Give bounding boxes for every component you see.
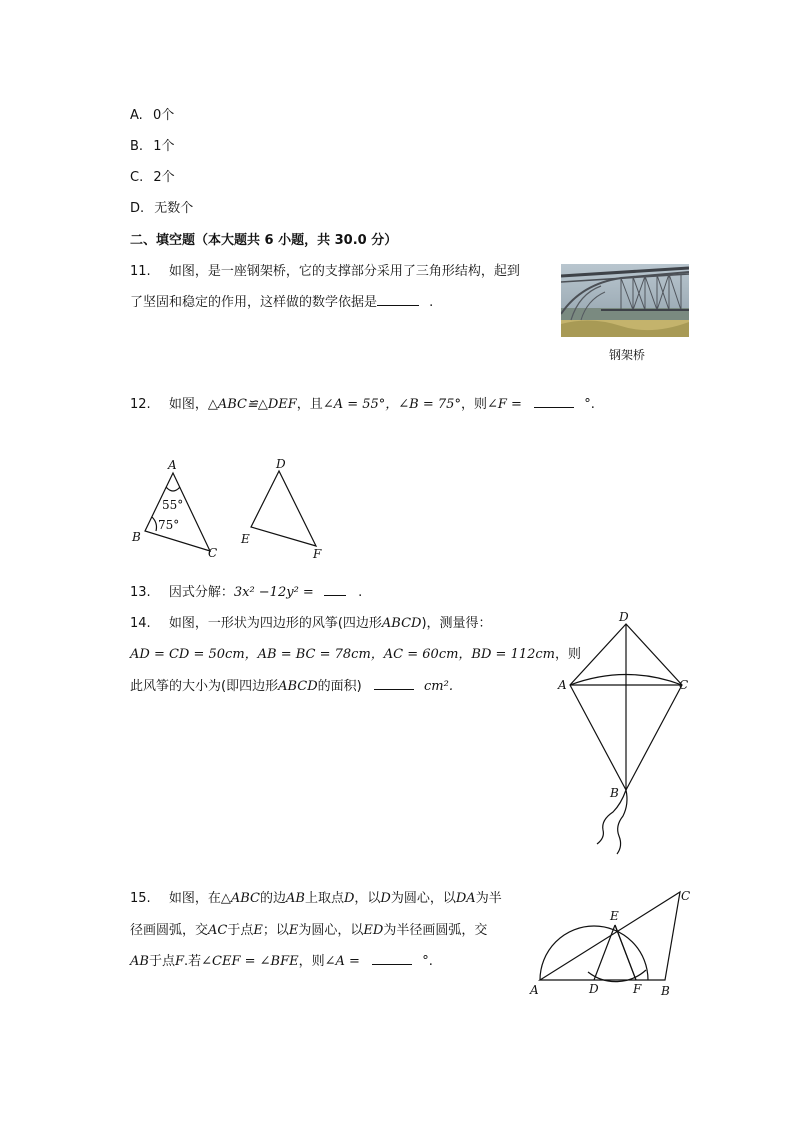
- answer-blank: [534, 395, 574, 408]
- q14-text-area: 的面积): [317, 679, 362, 694]
- fig15-label-c: C: [681, 889, 691, 903]
- q11-line1: [130, 260, 520, 279]
- q15-text: 为圆心，以: [298, 923, 364, 938]
- angle-b-arc: [152, 517, 157, 531]
- q15-math: △ABC: [220, 891, 260, 906]
- label-d: D: [276, 457, 286, 471]
- q11-line2: [130, 291, 433, 310]
- q12-text: 如图，: [168, 397, 208, 412]
- q15-line2: [130, 919, 487, 938]
- q15-text: 如图，在: [168, 891, 221, 906]
- q13-text: 因式分解：: [168, 585, 234, 600]
- q12-end: °.: [584, 397, 595, 412]
- triangle-abc: [540, 892, 680, 980]
- q11-end: .: [429, 295, 434, 310]
- kite-label-a: A: [558, 678, 567, 692]
- angle-a-label: 55°: [162, 498, 184, 512]
- triangle-abc: [145, 473, 210, 551]
- q15-line1: [130, 887, 502, 906]
- q12-text-b: ，且: [296, 397, 323, 412]
- q15-math: ∠CEF = ∠BFE: [201, 954, 299, 969]
- fig15-label-b: B: [661, 984, 670, 998]
- kite-label-c: C: [679, 678, 689, 692]
- q15-text: 径画圆弧，交: [130, 923, 209, 938]
- q14-line1: [130, 612, 492, 631]
- q14-text: 如图，一形状为四边形的风筝(四边形: [168, 616, 382, 631]
- label-b: B: [132, 530, 141, 544]
- option-b: [130, 135, 174, 154]
- fig15-label-f: F: [633, 982, 642, 996]
- q13-math: 3x² −12y² =: [233, 585, 314, 600]
- q14-text-3: 此风筝的大小为(即四边形: [130, 679, 279, 694]
- fig15-label-d: D: [589, 982, 599, 996]
- q14-line2: [130, 643, 581, 662]
- q15-math: AB: [286, 891, 305, 906]
- q12-line: [130, 393, 595, 412]
- q15-text: 的边: [259, 891, 286, 906]
- kite-label-b: B: [610, 786, 619, 800]
- q15-text: ；以: [262, 923, 289, 938]
- q15-math: AC: [208, 923, 228, 938]
- angle-a-arc: [166, 487, 180, 491]
- photo-caption: 钢架桥: [609, 348, 646, 362]
- option-text: 无数个: [154, 201, 194, 216]
- label-a: A: [168, 458, 177, 472]
- answer-blank: [372, 952, 412, 965]
- kite-label-d: D: [619, 610, 629, 624]
- option-text: 0个: [152, 108, 175, 123]
- q15-end: °.: [422, 954, 433, 969]
- q12-math-f: ∠F =: [486, 397, 522, 412]
- label-e: E: [241, 532, 250, 546]
- q15-construction-figure: [528, 882, 700, 1000]
- question-number: 15.: [130, 891, 151, 906]
- q15-math: D: [380, 891, 391, 906]
- q15-text: 上取点: [304, 891, 344, 906]
- q11-text: 如图，是一座钢架桥，它的支撑部分采用了三角形结构，起到: [168, 264, 520, 279]
- q12-math-angles: ∠A = 55°，∠B = 75°: [322, 397, 461, 412]
- q15-text: .若: [184, 954, 202, 969]
- answer-blank: [324, 583, 346, 596]
- option-text: 2个: [153, 170, 175, 185]
- question-number: 11.: [130, 264, 151, 279]
- q12-text-c: ，则: [460, 397, 487, 412]
- q15-math: ∠A =: [324, 954, 360, 969]
- q15-text: 为圆心，以: [390, 891, 456, 906]
- q15-text: 于点: [227, 923, 254, 938]
- q11-text-2: 了坚固和稳定的作用，这样做的数学依据是: [130, 295, 378, 310]
- q12-math-congruence: △ABC≌△DEF: [207, 397, 297, 412]
- option-a: [130, 104, 174, 123]
- q15-text: 于点: [148, 954, 175, 969]
- question-number: 13.: [130, 585, 151, 600]
- q14-measurements: AD = CD = 50cm，AB = BC = 78cm，AC = 60cm，BD = 112cm: [130, 647, 555, 662]
- label-f: F: [313, 547, 322, 561]
- option-label: D.: [130, 201, 145, 216]
- q14-text-end: )，测量得：: [421, 616, 492, 631]
- arc-center-d: [540, 926, 648, 980]
- question-number: 12.: [130, 397, 151, 412]
- q15-math: AB: [130, 954, 149, 969]
- q15-text: ，则: [298, 954, 325, 969]
- option-text: 1个: [153, 139, 175, 154]
- q14-math-2: ABCD: [278, 679, 318, 694]
- q13-end: .: [358, 585, 363, 600]
- option-d: [130, 197, 193, 216]
- q15-math: E: [253, 923, 263, 938]
- angle-b-label: 75°: [158, 518, 180, 532]
- q14-math: ABCD: [381, 616, 422, 631]
- segment-ed: [594, 925, 615, 980]
- label-c: C: [208, 546, 218, 560]
- steel-bridge-photo: [561, 264, 689, 337]
- q15-math: E: [288, 923, 299, 938]
- q12-triangles-figure: [128, 455, 338, 565]
- q15-math: F: [174, 954, 184, 969]
- q14-line3: [130, 675, 453, 694]
- q15-math: ED: [363, 923, 384, 938]
- q14-text-ze: ，则: [555, 647, 582, 662]
- answer-blank: [377, 293, 419, 306]
- triangle-def: [251, 471, 316, 546]
- option-c: [130, 166, 175, 185]
- q15-line3: [130, 950, 433, 969]
- option-label: C.: [130, 170, 144, 185]
- fig15-label-a: A: [530, 983, 539, 997]
- kite-figure: [553, 608, 703, 858]
- section-heading: 二、填空题（本大题共 6 小题，共 30.0 分）: [130, 233, 398, 248]
- q14-unit: cm².: [424, 679, 453, 694]
- fig15-label-e: E: [610, 909, 619, 923]
- q15-math: D: [343, 891, 355, 906]
- q15-math: DA: [455, 891, 476, 906]
- answer-blank: [374, 677, 414, 690]
- question-number: 14.: [130, 616, 151, 631]
- option-label: A.: [130, 108, 143, 123]
- q15-text: 为半径画圆弧，交: [383, 923, 488, 938]
- q15-text: 为半: [475, 891, 502, 906]
- q15-text: ，以: [354, 891, 381, 906]
- option-label: B.: [130, 139, 144, 154]
- q13-line: [130, 581, 362, 600]
